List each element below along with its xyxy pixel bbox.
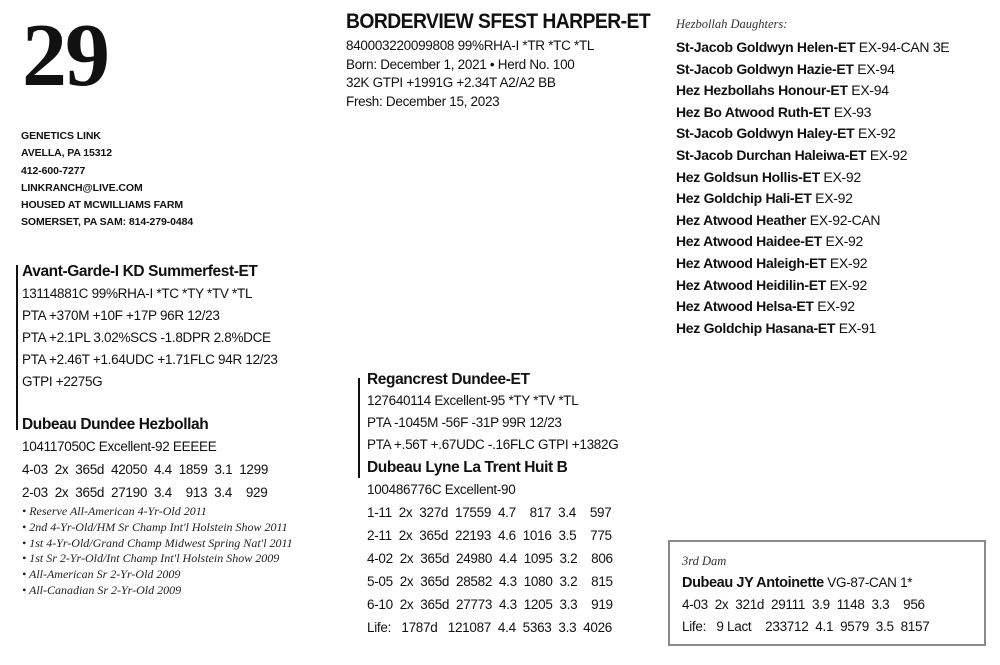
pedigree-bracket-left: [16, 265, 18, 430]
daughter-score: EX-92: [854, 125, 896, 142]
maternal-granddam-name: Dubeau Lyne La Trent Huit B: [367, 459, 568, 476]
dam-name: Dubeau Dundee Hezbollah: [22, 416, 209, 433]
dam-record: 2-03 2x 365d 27190 3.4 913 3.4 929: [22, 485, 268, 500]
maternal-grandsire-line: 127640114 Excellent-95 *TY *TV *TL: [367, 393, 579, 408]
maternal-granddam-record: 1-11 2x 327d 17559 4.7 817 3.4 597: [367, 505, 612, 520]
dam-record: 4-03 2x 365d 42050 4.4 1859 3.1 1299: [22, 462, 269, 477]
daughters-title: Hezbollah Daughters:: [676, 17, 788, 31]
sire-line: GTPI +2275G: [22, 374, 103, 389]
sire-line: PTA +370M +10F +17P 96R 12/23: [22, 308, 220, 323]
award-item: • 1st 4-Yr-Old/Grand Champ Midwest Spring Nat'l 2011: [22, 535, 293, 550]
daughter-score: EX-92: [866, 146, 908, 163]
sire-name: Avant-Garde-I KD Summerfest-ET: [22, 263, 258, 280]
award-item: • 1st Sr 2-Yr-Old/Int Champ Int'l Holstein Show 2009: [22, 551, 280, 566]
daughter-score: EX-92: [819, 168, 861, 185]
daughter-name: Hez Atwood Haleigh-ET: [676, 254, 827, 271]
third-dam-classification: VG-87-CAN 1*: [823, 575, 913, 590]
dam-classification: 104117050C Excellent-92 EEEEE: [22, 439, 217, 454]
daughter-item: [676, 145, 949, 167]
daughter-name: Hez Atwood Heidilin-ET: [676, 276, 826, 293]
owner-info: [21, 128, 251, 232]
sire-line: PTA +2.1PL 3.02%SCS -1.8DPR 2.8%DCE: [22, 330, 271, 345]
animal-fresh-line: Fresh: December 15, 2023: [346, 93, 500, 109]
third-dam-header: [682, 573, 929, 593]
daughter-item: [676, 123, 949, 145]
daughter-score: EX-94: [853, 60, 895, 77]
daughter-name: Hez Atwood Helsa-ET: [676, 298, 814, 315]
daughter-score: EX-92: [821, 233, 863, 250]
daughter-name: Hez Goldsun Hollis-ET: [676, 168, 820, 185]
maternal-granddam-record: 5-05 2x 365d 28582 4.3 1080 3.2 815: [367, 574, 613, 589]
third-dam-name: Dubeau JY Antoinette: [682, 575, 824, 591]
sire-line: 13114881C 99%RHA-I *TC *TY *TV *TL: [22, 286, 253, 301]
third-dam-content: [682, 554, 929, 637]
maternal-granddam-record: 6-10 2x 365d 27773 4.3 1205 3.3 919: [367, 597, 613, 612]
third-dam-title: 3rd Dam: [682, 554, 727, 568]
animal-name: BORDERVIEW SFEST HARPER-ET: [346, 10, 651, 33]
daughter-score: EX-92: [811, 190, 853, 207]
daughter-item: [676, 37, 949, 59]
daughter-item: [676, 253, 949, 275]
daughter-name: St-Jacob Goldwyn Haley-ET: [676, 125, 855, 142]
maternal-granddam-lifetime: Life: 1787d 121087 4.4 5363 3.3 4026: [367, 620, 613, 635]
daughter-item: [676, 231, 949, 253]
daughter-name: Hez Goldchip Hali-ET: [676, 190, 812, 207]
maternal-grandsire-name: Regancrest Dundee-ET: [367, 371, 530, 388]
award-item: • All-Canadian Sr 2-Yr-Old 2009: [22, 582, 182, 597]
owner-email: LINKRANCH@LIVE.COM: [21, 181, 143, 194]
daughter-name: Hez Atwood Haidee-ET: [676, 233, 822, 250]
daughter-item: [676, 318, 949, 340]
maternal-granddam-record: 4-02 2x 365d 24980 4.4 1095 3.2 806: [367, 551, 613, 566]
dam-awards: [22, 504, 293, 599]
owner-line: HOUSED AT MCWILLIAMS FARM: [21, 199, 183, 212]
daughter-score: EX-94-CAN 3E: [855, 39, 950, 55]
daughter-name: St-Jacob Goldwyn Helen-ET: [676, 39, 856, 55]
daughter-score: EX-93: [830, 103, 872, 120]
animal-id-line: 840003220099808 99%RHA-I *TR *TC *TL: [346, 38, 595, 53]
maternal-granddam-classification: 100486776C Excellent-90: [367, 482, 516, 497]
daughter-name: St-Jacob Goldwyn Hazie-ET: [676, 60, 854, 77]
daughter-score: EX-92: [826, 254, 868, 271]
dam-block: [22, 415, 293, 599]
daughters-list: [676, 16, 949, 339]
daughter-score: EX-91: [835, 319, 877, 336]
daughter-score: EX-92-CAN: [806, 211, 881, 228]
animal-genomic-line: 32K GTPI +1991G +2.34T A2/A2 BB: [346, 75, 556, 90]
award-item: • All-American Sr 2-Yr-Old 2009: [22, 567, 181, 582]
daughter-item: [676, 275, 949, 297]
sire-line: PTA +2.46T +1.64UDC +1.71FLC 94R 12/23: [22, 352, 278, 367]
third-dam-box: [668, 540, 986, 646]
animal-born-line: Born: December 1, 2021 • Herd No. 100: [346, 56, 575, 72]
owner-line: AVELLA, PA 15312: [21, 147, 112, 160]
owner-line: 412-600-7277: [21, 164, 86, 177]
daughter-name: St-Jacob Durchan Haleiwa-ET: [676, 146, 867, 163]
maternal-grandsire-line: PTA +.56T +.67UDC -.16FLC GTPI +1382G: [367, 437, 619, 452]
daughter-item: [676, 188, 949, 210]
daughter-item: [676, 296, 949, 318]
daughter-name: Hez Atwood Heather: [676, 211, 807, 228]
pedigree-bracket-right: [358, 378, 360, 478]
daughter-name: Hez Goldchip Hasana-ET: [676, 319, 836, 336]
award-item: • 2nd 4-Yr-Old/HM Sr Champ Int'l Holstein Show 2011: [22, 519, 288, 534]
maternal-grandsire-line: PTA -1045M -56F -31P 99R 12/23: [367, 415, 562, 430]
third-dam-lifetime: Life: 9 Lact 233712 4.1 9579 3.5 8157: [682, 619, 930, 634]
daughter-item: [676, 80, 949, 102]
animal-info: [346, 37, 594, 111]
lot-number: 29: [22, 6, 108, 105]
maternal-granddam-block: [367, 458, 613, 638]
maternal-granddam-record: 2-11 2x 365d 22193 4.6 1016 3.5 775: [367, 528, 612, 543]
daughter-item: [676, 167, 949, 189]
daughter-score: EX-92: [813, 298, 855, 315]
daughter-item: [676, 210, 949, 232]
award-item: • Reserve All-American 4-Yr-Old 2011: [22, 504, 207, 518]
daughter-name: Hez Bo Atwood Ruth-ET: [676, 103, 831, 120]
owner-line: SOMERSET, PA SAM: 814-279-0484: [21, 216, 194, 229]
daughter-item: [676, 102, 949, 124]
daughter-name: Hez Hezbollahs Honour-ET: [676, 82, 848, 99]
daughter-score: EX-92: [825, 276, 867, 293]
owner-line: GENETICS LINK: [21, 130, 101, 142]
third-dam-record: 4-03 2x 321d 29111 3.9 1148 3.3 956: [682, 597, 925, 612]
daughter-score: EX-94: [847, 82, 889, 99]
maternal-grandsire-block: [367, 370, 618, 455]
sire-block: [22, 262, 278, 392]
daughter-item: [676, 59, 949, 81]
